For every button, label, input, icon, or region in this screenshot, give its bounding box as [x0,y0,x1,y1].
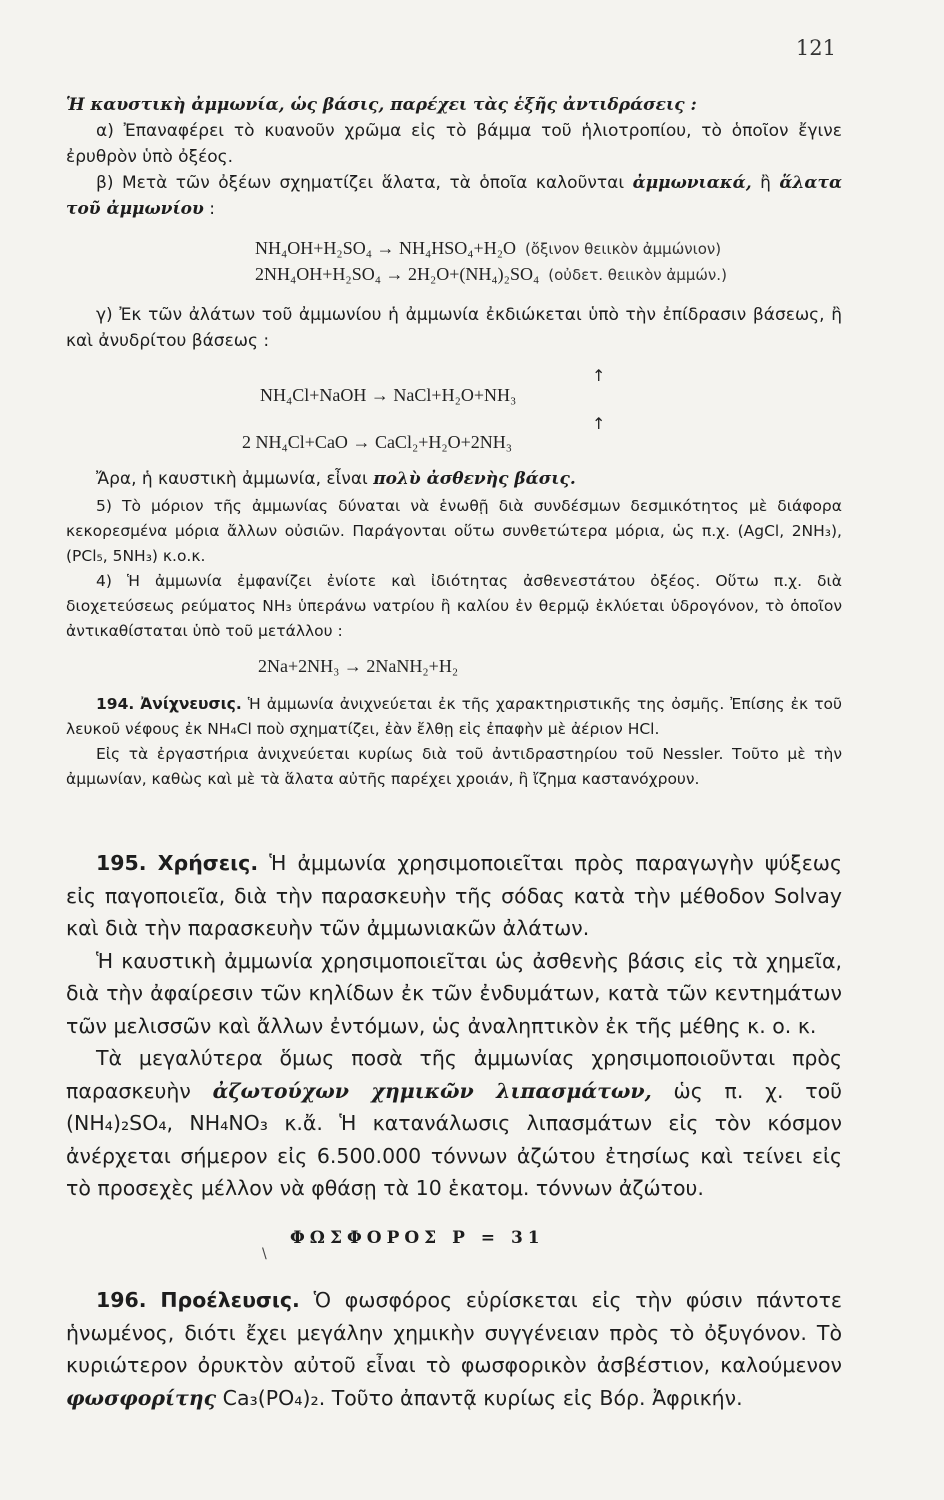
reaction-beta: β) Μετὰ τῶν ὀξέων σχηματίζει ἅλατα, τὰ ὁποῖα καλοῦνται ἀμμωνιακά, ἢ ἅλατα τοῦ ἀμμωνίου : [66,173,843,219]
weak-base-line: Ἄρα, ἡ καυστικὴ ἀμμωνία, εἶναι πολὺ ἀσθενὴς βάσις. [96,469,576,489]
equation-4: 2 NH₄Cl+CaO → CaCl₂+H₂O+2NH₃ [242,432,513,452]
section-196-number: 196. [96,1288,147,1312]
gas-arrow-2: ↑ [592,414,606,433]
base-reactions-block [66,92,842,222]
points-block [66,494,842,644]
point-4: 4) Ἡ ἀμμωνία ἐμφανίζει ἐνίοτε καὶ ἰδιότητας ἀσθενεστάτου ὀξέος. Οὕτω π.χ. διὰ διοχετεύσεως ρεύματος NH₃ ὑπεράνω νατρίου ἢ καλίου ἐν θερμῷ ἐκλύεται ὑδρογόνον, τὸ ὁποῖον ἀντικαθίσταται ὑπὸ τοῦ μετάλλου : [66,572,842,640]
reaction-gamma-block [66,302,842,354]
term-phosphorite: φωσφορίτης [66,1385,217,1410]
section-195-number: 195. [96,851,147,875]
section-194-title: Ἀνίχνευσις. [140,695,242,713]
equation-2: 2NH₄OH+H₂SO₄ → 2H₂O+(NH₄)₂SO₄ (οὐδετ. θειικὸν ἀμμών.) [255,264,727,284]
section-195-paragraph-2: Ἡ καυστικὴ ἀμμωνία χρησιμοποιεῖται ὡς ἀσθενὴς βάσις εἰς τὰ χημεῖα, διὰ τὴν ἀφαίρεσιν τῶν κηλίδων ἐκ τῶν ἐνδυμάτων, κατὰ τῶν κεντημάτων τῶν μελισσῶν καὶ ἄλλων ἐντόμων, ὡς ἀναληπτικὸν ἐκ τῆς μέθης κ. ο. κ. [66,948,842,1038]
fertilizers-emphasis: ἀζωτούχων χημικῶν λιπασμάτων, [212,1078,652,1103]
section-194: 194. Ἀνίχνευσις. Ἡ ἀμμωνία ἀνιχνεύεται ἐκ τῆς χαρακτηριστικῆς της ὀσμῆς. Ἐπίσης ἐκ τοῦ λευκοῦ νέφους ἐκ NH₄Cl ποὺ σχηματίζει, ἐὰν ἔλθῃ εἰς ἐπαφὴν μὲ ἀέριον HCl. Εἰς τὰ ἐργαστήρια ἀνιχνεύεται κυρίως διὰ τοῦ ἀντιδραστηρίου τοῦ Nessler. Τοῦτο μὲ τὴν ἀμμωνίαν, καθὼς καὶ μὲ τὰ ἅλατα αὐτῆς παρέχει χροιάν, ἢ ἴζημα καστανόχρουν. [66,692,842,792]
point-5: 5) Τὸ μόριον τῆς ἀμμωνίας δύναται νὰ ἑνωθῇ διὰ συνδέσμων δεσμικότητος μὲ διάφορα κεκορεσμένα μόρια ἄλλων οὐσιῶν. Παράγονται οὕτω συνθετώτερα μόρια, ὡς π.χ. (AgCl, 2NH₃), (PCl₅, 5NH₃) κ.ο.κ. [66,497,842,565]
term-ammoniaka: ἀμμωνιακά, [632,173,752,193]
section-194-number: 194. [96,695,135,713]
section-195: 195. Χρήσεις. Ἡ ἀμμωνία χρησιμοποιεῖται πρὸς παραγωγὴν ψύξεως εἰς παγοποιεῖα, διὰ τὴν παρασκευὴν τῆς σόδας κατὰ τὴν μέθοδον Solvay καὶ διὰ τὴν παρασκευὴν τῶν ἀμμωνιακῶν ἀλάτων. Ἡ καυστικὴ ἀμμωνία χρησιμοποιεῖται ὡς ἀσθενὴς βάσις εἰς τὰ χημεῖα, διὰ τὴν ἀφαίρεσιν τῶν κηλίδων ἐκ τῶν ἐνδυμάτων, κατὰ τῶν κεντημάτων τῶν μελισσῶν καὶ ἄλλων ἐντόμων, ὡς ἀναληπτικὸν ἐκ τῆς μέθης κ. ο. κ. Τὰ μεγαλύτερα ὅμως ποσὰ τῆς ἀμμωνίας χρησιμοποιοῦνται πρὸς παρασκευὴν ἀζωτούχων χημικῶν λιπασμάτων, ὡς π. χ. τοῦ (NH₄)₂SO₄, NH₄NO₃ κ.ἄ. Ἡ κατανάλωσις λιπασμάτων εἰς τὸν κόσμον ἀνέρχεται σήμερον εἰς 6.500.000 τόννων ἀζώτου ἐτησίως καὶ τείνει εἰς τὸ προσεχὲς μέλλον νὰ φθάσῃ τὰ 10 ἑκατομ. τόννων ἀζώτου. [66,847,842,1205]
reaction-alpha: α) Ἐπαναφέρει τὸ κυανοῦν χρῶμα εἰς τὸ βάμμα τοῦ ἡλιοτροπίου, τὸ ὁποῖον ἔγινε ἐρυθρὸν ὑπὸ ὀξέος. [66,121,842,167]
section-194-paragraph-2: Εἰς τὰ ἐργαστήρια ἀνιχνεύεται κυρίως διὰ τοῦ ἀντιδραστηρίου τοῦ Nessler. Τοῦτο μὲ τὴν ἀμμωνίαν, καθὼς καὶ μὲ τὰ ἅλατα αὐτῆς παρέχει χροιάν, ἢ ἴζημα καστανόχρουν. [66,745,842,788]
gas-arrow-1: ↑ [592,366,606,385]
section-196: 196. Προέλευσις. Ὁ φωσφόρος εὑρίσκεται εἰς τὴν φύσιν πάντοτε ἡνωμένος, διότι ἔχει μεγάλην χημικὴν συγγένειαν πρὸς τὸ ὀξυγόνον. Τὸ κυριώτερον ὀρυκτὸν αὐτοῦ εἶναι τὸ φωσφορικὸν ἀσβέστιον, καλούμενον φωσφορίτης Ca₃(PO₄)₂. Τοῦτο ἀπαντᾷ κυρίως εἰς Βόρ. Ἀφρικήν. [66,1288,842,1410]
stray-mark: \ [262,1246,267,1262]
weak-base-emphasis: πολὺ ἀσθενὴς βάσις. [373,469,576,489]
section-196-title: Προέλευσις. [160,1288,300,1312]
section-195-paragraph-3: Τὰ μεγαλύτερα ὅμως ποσὰ τῆς ἀμμωνίας χρησιμοποιοῦνται πρὸς παρασκευὴν ἀζωτούχων χημικῶν λιπασμάτων, ὡς π. χ. τοῦ (NH₄)₂SO₄, NH₄NO₃ κ.ἄ. Ἡ κατανάλωσις λιπασμάτων εἰς τὸν κόσμον ἀνέρχεται σήμερον εἰς 6.500.000 τόννων ἀζώτου ἐτησίως καὶ τείνει εἰς τὸ προσεχὲς μέλλον νὰ φθάσῃ τὰ 10 ἑκατομ. τόννων ἀζώτου. [66,1046,842,1200]
reaction-gamma: γ) Ἐκ τῶν ἀλάτων τοῦ ἀμμωνίου ἡ ἀμμωνία ἐκδιώκεται ὑπὸ τὴν ἐπίδρασιν βάσεως, ἢ καὶ ἀνυδρίτου βάσεως : [66,305,842,351]
page-number: 121 [795,36,836,60]
equation-1: NH₄OH+H₂SO₄ → NH₄HSO₄+H₂O (ὄξινον θειικὸν ἀμμώνιον) [255,238,722,258]
term-ammonium-salts: ἅλατα τοῦ ἀμμωνίου [66,173,843,219]
equation-3: NH₄Cl+NaOH → NaCl+H₂O+NH₃ [260,385,517,405]
equation-5: 2Na+2NH₃ → 2NaNH₂+H₂ [258,656,459,676]
section-195-title: Χρήσεις. [157,851,259,875]
base-reactions-lead: Ἡ καυστικὴ ἀμμωνία, ὡς βάσις, παρέχει τὰς ἑξῆς ἀντιδράσεις : [66,95,697,115]
phosphorus-heading: ΦΩΣΦΟΡΟΣ Ρ = 31 [290,1228,545,1248]
